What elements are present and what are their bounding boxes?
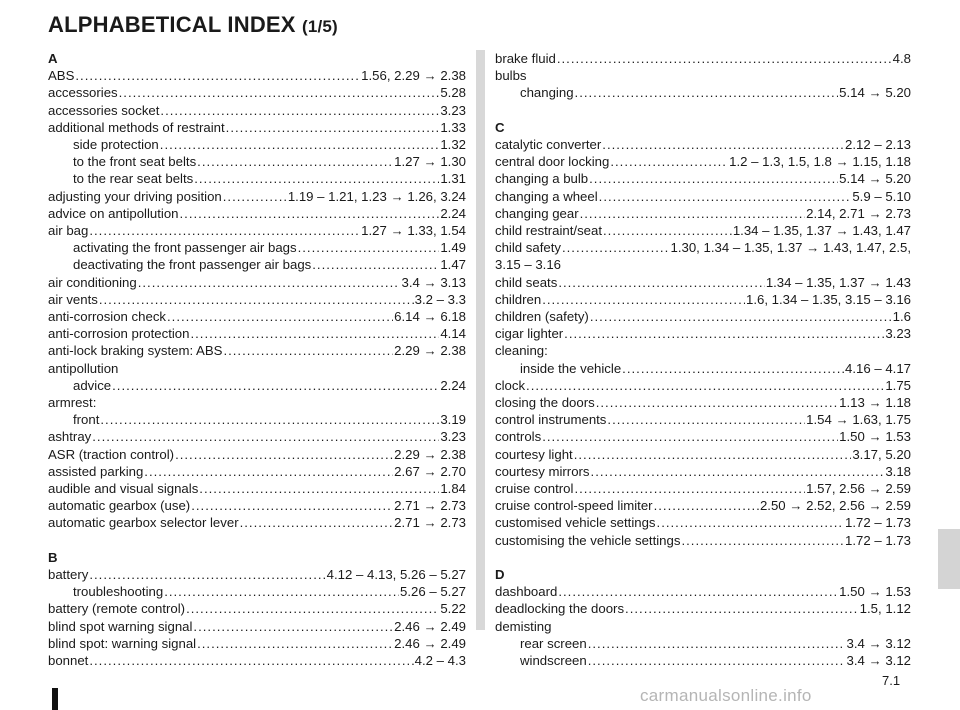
entry-pages: 2.14, 2.71 → 2.73: [806, 205, 911, 221]
entry-term: advice: [73, 377, 112, 393]
page-title: [48, 12, 338, 38]
section-letter: D: [495, 567, 505, 583]
dot-leader: [681, 532, 844, 549]
entry-pages: 3.4 → 3.13: [401, 274, 466, 290]
dot-leader: [89, 566, 325, 583]
index-entry: [495, 205, 911, 222]
dot-leader: [590, 308, 892, 325]
index-entry: [495, 153, 911, 170]
entry-term: child safety: [495, 240, 561, 256]
page-number: 7.1: [882, 673, 901, 688]
dot-leader: [558, 583, 838, 600]
dot-leader: [298, 239, 440, 256]
dot-leader: [312, 256, 439, 273]
entry-term: cruise control-speed limiter: [495, 498, 653, 514]
index-entry: [48, 325, 466, 342]
dot-leader: [223, 188, 287, 205]
index-entry: [48, 291, 466, 308]
entry-term: air bag: [48, 223, 89, 239]
entry-term: changing: [520, 85, 574, 101]
spacer: [495, 549, 911, 566]
index-entry: [495, 188, 911, 205]
entry-pages: 1.34 – 1.35, 1.37 → 1.43, 1.47: [732, 223, 911, 239]
index-entry: [495, 136, 911, 153]
dot-leader: [607, 411, 805, 428]
entry-term: side protection: [73, 137, 159, 153]
entry-term: bonnet: [48, 653, 89, 669]
entry-term: changing a bulb: [495, 171, 589, 187]
index-entry: [48, 497, 466, 514]
index-entry: [495, 497, 911, 514]
index-entry: [495, 394, 911, 411]
entry-pages: 2.71 → 2.73: [394, 515, 466, 531]
entry-pages: 2.50 → 2.52, 2.56 → 2.59: [759, 498, 911, 514]
dot-leader: [164, 583, 399, 600]
entry-term: customised vehicle settings: [495, 515, 656, 531]
index-entry: [48, 222, 466, 239]
index-heading: bulbs: [495, 68, 527, 84]
dot-leader: [223, 342, 393, 359]
entry-term: cigar lighter: [495, 326, 564, 342]
entry-pages: 3.23: [440, 102, 466, 118]
section-letter: A: [48, 51, 58, 66]
entry-term: front: [73, 412, 100, 428]
dot-leader: [99, 291, 414, 308]
entry-pages: 2.29 → 2.38: [394, 446, 466, 462]
dot-leader: [657, 514, 844, 531]
entry-pages: 2.71 → 2.73: [394, 498, 466, 514]
entry-pages: 1.19 – 1.21, 1.23 → 1.26, 3.24: [287, 188, 466, 204]
index-entry: [48, 600, 466, 617]
index-entry: [495, 291, 911, 308]
index-subentry: [495, 635, 911, 652]
dot-leader: [603, 222, 732, 239]
entry-term: children: [495, 291, 542, 307]
index-entry: [495, 428, 911, 445]
entry-term: assisted parking: [48, 463, 144, 479]
dot-leader: [119, 84, 440, 101]
entry-pages: 1.34 – 1.35, 1.37 → 1.43: [765, 274, 911, 290]
entry-term: children (safety): [495, 309, 589, 325]
index-heading: antipollution: [48, 360, 119, 376]
index-entry: [48, 514, 466, 531]
entry-term: dashboard: [495, 584, 558, 600]
dot-leader: [175, 446, 393, 463]
dot-leader: [194, 170, 439, 187]
index-subentry: [48, 256, 466, 273]
entry-pages: 4.8: [892, 51, 911, 66]
dot-leader: [588, 635, 846, 652]
entry-term: to the front seat belts: [73, 154, 197, 170]
entry-pages: 3.18: [885, 463, 911, 479]
entry-term: accessories: [48, 85, 118, 101]
entry-pages: 3.23: [440, 429, 466, 445]
dot-leader: [199, 480, 439, 497]
dot-leader: [92, 428, 439, 445]
dot-leader: [186, 600, 439, 617]
entry-term: child restraint/seat: [495, 223, 603, 239]
entry-pages: 1.6: [892, 309, 911, 325]
index-heading: 3.15 – 3.16: [495, 257, 561, 273]
title-text: ALPHABETICAL INDEX: [48, 12, 296, 37]
entry-pages: 3.2 – 3.3: [414, 291, 466, 307]
entry-pages: 1.49: [440, 240, 466, 256]
entry-pages: 4.12 – 4.13, 5.26 – 5.27: [326, 567, 466, 583]
spacer: [48, 532, 466, 549]
entry-pages: 1.5, 1.12: [859, 601, 911, 617]
entry-term: battery: [48, 567, 89, 583]
entry-pages: 4.2 – 4.3: [414, 653, 466, 669]
index-entry: [48, 308, 466, 325]
entry-term: air conditioning: [48, 274, 137, 290]
entry-term: child seats: [495, 274, 558, 290]
entry-pages: 2.46 → 2.49: [394, 635, 466, 651]
entry-term: control instruments: [495, 412, 607, 428]
dot-leader: [564, 325, 884, 342]
entry-term: clock: [495, 377, 526, 393]
dot-leader: [588, 652, 846, 669]
entry-pages: 5.9 – 5.10: [852, 188, 911, 204]
index-entry: [48, 119, 466, 136]
entry-pages: 6.14 → 6.18: [394, 309, 466, 325]
index-entry: [495, 583, 911, 600]
dot-leader: [160, 102, 439, 119]
index-entry: [495, 600, 911, 617]
index-entry: [495, 222, 911, 239]
dot-leader: [197, 635, 393, 652]
entry-pages: 1.32: [440, 137, 466, 153]
dot-leader: [89, 222, 360, 239]
entry-term: customising the vehicle settings: [495, 532, 681, 548]
dot-leader: [562, 239, 670, 256]
entry-pages: 1.47: [440, 257, 466, 273]
index-entry: [48, 446, 466, 463]
index-entry: [48, 566, 466, 583]
index-entry: [495, 239, 911, 256]
index-entry: [48, 102, 466, 119]
entry-pages: 2.24: [440, 205, 466, 221]
entry-term: automatic gearbox selector lever: [48, 515, 239, 531]
entry-pages: 2.67 → 2.70: [394, 463, 466, 479]
title-part-indicator: (1/5): [301, 17, 338, 36]
entry-pages: 3.23: [885, 326, 911, 342]
index-subentry: [48, 239, 466, 256]
dot-leader: [144, 463, 393, 480]
index-entry: [495, 274, 911, 291]
entry-pages: 1.2 – 1.3, 1.5, 1.8 → 1.15, 1.18: [729, 154, 911, 170]
entry-term: controls: [495, 429, 542, 445]
index-entry: [48, 463, 466, 480]
dot-leader: [542, 428, 838, 445]
dot-leader: [89, 652, 413, 669]
dot-leader: [574, 480, 805, 497]
entry-term: changing gear: [495, 205, 579, 221]
entry-term: cruise control: [495, 481, 574, 497]
entry-pages: 1.84: [440, 481, 466, 497]
entry-pages: 3.17, 5.20: [852, 446, 911, 462]
index-entry: [48, 274, 466, 291]
dot-leader: [622, 360, 844, 377]
entry-pages: 5.22: [440, 601, 466, 617]
entry-pages: 2.29 → 2.38: [394, 343, 466, 359]
dot-leader: [591, 463, 885, 480]
entry-term: ashtray: [48, 429, 92, 445]
index-entry: [495, 170, 911, 187]
entry-term: rear screen: [520, 635, 587, 651]
index-entry: [48, 205, 466, 222]
entry-term: additional methods of restraint: [48, 119, 225, 135]
dot-leader: [602, 136, 844, 153]
dot-leader: [574, 446, 852, 463]
entry-pages: 1.30, 1.34 – 1.35, 1.37 → 1.43, 1.47, 2.5,: [670, 240, 911, 256]
dot-leader: [193, 618, 393, 635]
entry-term: blind spot: warning signal: [48, 635, 197, 651]
index-entry: [495, 411, 911, 428]
entry-term: courtesy mirrors: [495, 463, 590, 479]
index-entry: [495, 308, 911, 325]
index-entry: [495, 446, 911, 463]
section-tab-marker: [938, 529, 960, 589]
dot-leader: [580, 205, 806, 222]
index-column-left: [48, 50, 466, 669]
entry-pages: 5.14 → 5.20: [839, 85, 911, 101]
entry-term: windscreen: [520, 653, 587, 669]
watermark: carmanualsonline.info: [640, 686, 812, 705]
entry-term: battery (remote control): [48, 601, 186, 617]
dot-leader: [197, 153, 393, 170]
entry-term: ABS: [48, 68, 75, 84]
index-entry: [495, 377, 911, 394]
entry-term: audible and visual signals: [48, 481, 199, 497]
entry-term: air vents: [48, 291, 98, 307]
entry-term: anti-lock braking system: ABS: [48, 343, 223, 359]
dot-leader: [558, 274, 765, 291]
index-subentry: [48, 153, 466, 170]
index-entry: [48, 652, 466, 669]
entry-term: troubleshooting: [73, 584, 164, 600]
dot-leader: [75, 67, 360, 84]
dot-leader: [191, 497, 393, 514]
entry-term: deadlocking the doors: [495, 601, 625, 617]
index-subentry: [48, 136, 466, 153]
dot-leader: [180, 205, 440, 222]
index-entry: [48, 618, 466, 635]
index-subentry: [48, 411, 466, 428]
section-letter: C: [495, 119, 505, 135]
index-entry: [495, 325, 911, 342]
entry-term: inside the vehicle: [520, 360, 622, 376]
index-entry: [48, 342, 466, 359]
dot-leader: [160, 136, 440, 153]
entry-pages: 4.16 – 4.17: [845, 360, 911, 376]
dot-leader: [112, 377, 439, 394]
index-entry: [495, 532, 911, 549]
entry-pages: 5.28: [440, 85, 466, 101]
entry-term: activating the front passenger air bags: [73, 240, 297, 256]
entry-term: courtesy light: [495, 446, 573, 462]
entry-term: ASR (traction control): [48, 446, 175, 462]
entry-pages: 5.26 – 5.27: [400, 584, 466, 600]
entry-term: changing a wheel: [495, 188, 598, 204]
dot-leader: [542, 291, 745, 308]
index-entry: [48, 480, 466, 497]
dot-leader: [654, 497, 759, 514]
entry-term: deactivating the front passenger air bags: [73, 257, 312, 273]
index-entry: [495, 480, 911, 497]
dot-leader: [610, 153, 728, 170]
entry-term: adjusting your driving position: [48, 188, 222, 204]
index-entry: [48, 67, 466, 84]
entry-pages: 1.72 – 1.73: [845, 532, 911, 548]
entry-pages: 1.13 → 1.18: [839, 395, 911, 411]
entry-pages: 1.27 → 1.33, 1.54: [361, 223, 466, 239]
dot-leader: [100, 411, 439, 428]
index-entry: [48, 188, 466, 205]
entry-pages: 4.14: [440, 326, 466, 342]
entry-term: blind spot warning signal: [48, 618, 193, 634]
entry-pages: 2.24: [440, 377, 466, 393]
entry-pages: 5.14 → 5.20: [839, 171, 911, 187]
entry-pages: 1.27 → 1.30: [394, 154, 466, 170]
dot-leader: [138, 274, 401, 291]
entry-term: advice on antipollution: [48, 205, 179, 221]
corner-bar-marker: [52, 688, 58, 710]
column-divider: [476, 50, 485, 630]
entry-pages: 2.12 – 2.13: [845, 137, 911, 152]
entry-pages: 1.72 – 1.73: [845, 515, 911, 531]
entry-pages: 1.54 → 1.63, 1.75: [806, 412, 911, 428]
spacer: [495, 102, 911, 119]
entry-pages: 2.46 → 2.49: [394, 618, 466, 634]
entry-pages: 1.75: [885, 377, 911, 393]
dot-leader: [589, 170, 838, 187]
entry-pages: 3.4 → 3.12: [846, 653, 911, 669]
entry-pages: 3.4 → 3.12: [846, 635, 911, 651]
dot-leader: [625, 600, 859, 617]
index-heading: cleaning:: [495, 343, 548, 359]
index-heading: demisting: [495, 618, 552, 634]
entry-term: central door locking: [495, 154, 610, 170]
entry-pages: 1.50 → 1.53: [839, 429, 911, 445]
entry-term: anti-corrosion check: [48, 309, 167, 325]
dot-leader: [596, 394, 838, 411]
index-subentry: [48, 170, 466, 187]
index-entry: [495, 50, 911, 67]
dot-leader: [226, 119, 440, 136]
index-entry: [48, 84, 466, 101]
index-subentry: [495, 84, 911, 101]
index-subentry: [495, 360, 911, 377]
entry-pages: 1.31: [440, 171, 466, 187]
dot-leader: [557, 50, 892, 67]
entry-term: accessories socket: [48, 102, 160, 118]
index-subentry: [495, 652, 911, 669]
index-entry: [48, 635, 466, 652]
dot-leader: [575, 84, 839, 101]
entry-term: anti-corrosion protection: [48, 326, 190, 342]
index-column-right: [495, 50, 911, 669]
entry-pages: 1.57, 2.56 → 2.59: [806, 481, 911, 497]
entry-pages: 1.50 → 1.53: [839, 584, 911, 600]
entry-term: automatic gearbox (use): [48, 498, 191, 514]
dot-leader: [167, 308, 393, 325]
entry-term: to the rear seat belts: [73, 171, 194, 187]
section-letter: B: [48, 549, 58, 565]
dot-leader: [190, 325, 439, 342]
index-subentry: [48, 583, 466, 600]
index-entry: [48, 428, 466, 445]
dot-leader: [240, 514, 394, 531]
entry-pages: 1.56, 2.29 → 2.38: [361, 68, 466, 84]
entry-term: brake fluid: [495, 51, 556, 66]
entry-term: catalytic converter: [495, 137, 602, 152]
entry-pages: 1.33: [440, 119, 466, 135]
entry-pages: 1.6, 1.34 – 1.35, 3.15 – 3.16: [746, 291, 911, 307]
entry-pages: 3.19: [440, 412, 466, 428]
index-heading: armrest:: [48, 395, 97, 411]
index-entry: [495, 463, 911, 480]
index-subentry: [48, 377, 466, 394]
dot-leader: [599, 188, 852, 205]
index-entry: [495, 514, 911, 531]
dot-leader: [526, 377, 884, 394]
entry-term: closing the doors: [495, 395, 595, 411]
